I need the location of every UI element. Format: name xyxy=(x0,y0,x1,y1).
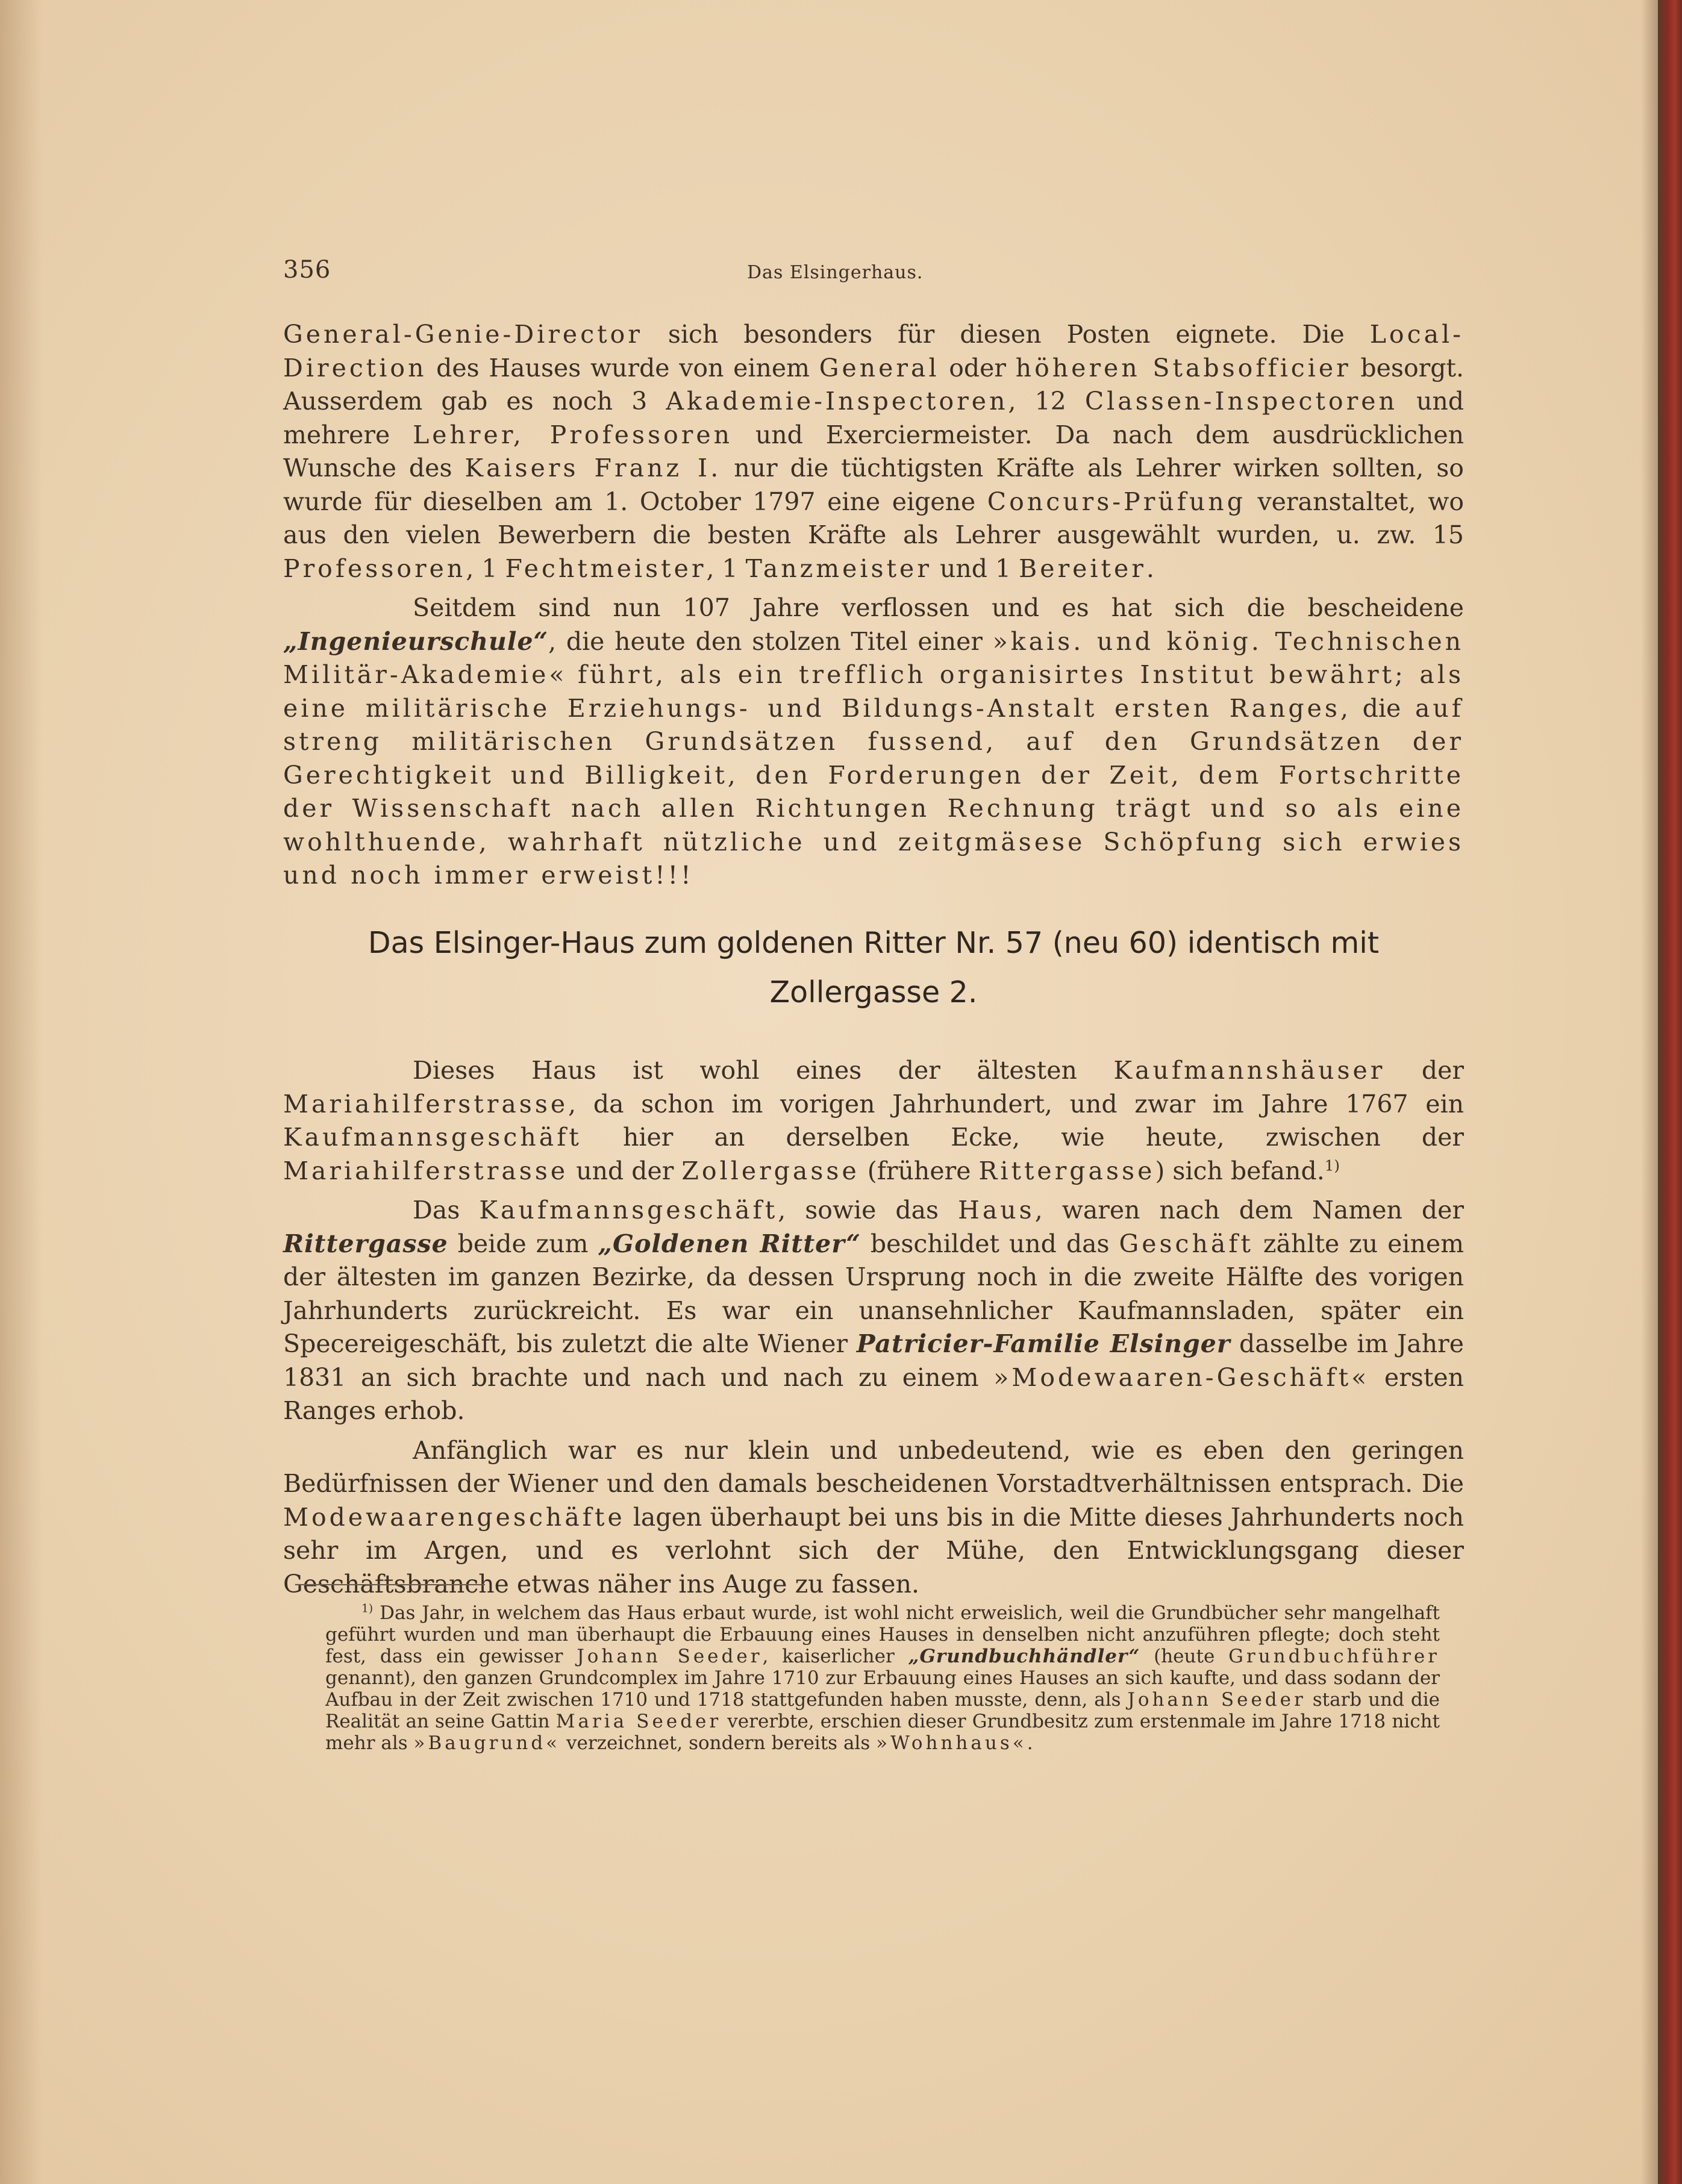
fraktur-span: „Grundbuchhändler“ xyxy=(908,1646,1140,1667)
section1-paragraph-1 xyxy=(283,318,1464,585)
text-span: und der xyxy=(568,1156,682,1185)
section2-paragraph-1 xyxy=(283,1054,1464,1188)
text-span: starb und die Realität an seine Gattin xyxy=(325,1689,1440,1732)
text-span: Rittergasse xyxy=(978,1156,1155,1185)
text-span: Bereiter xyxy=(1019,554,1146,583)
text-span: vererbte, erschien dieser Grundbesitz zum erstenmale im Jahre 1718 nicht mehr als xyxy=(325,1711,1440,1754)
text-span: »Wohnhaus« xyxy=(876,1732,1027,1754)
text-span: Professoren xyxy=(283,554,466,583)
text-span: Mariahilferstrasse xyxy=(283,1089,569,1119)
text-span: , 1 xyxy=(706,554,746,583)
text-span: Kaufmannsgeschäft xyxy=(283,1123,582,1152)
text-span: ersten Ranges erhob. xyxy=(283,1362,1464,1425)
text-span: genannt), den ganzen Grundcomplex im Jahre 1710 zur Erbauung eines Hauses an sich kaufte, und dass sodann der Aufbau in der Zeit zwischen 1710 und 1718 stattgefunden haben musste, denn, als xyxy=(325,1667,1440,1711)
text-span: Tanzmeister xyxy=(745,554,932,583)
text-span: , sowie das xyxy=(778,1196,958,1225)
text-span: Kaufmannshäuser xyxy=(1113,1056,1386,1085)
footnote-mark: 1) xyxy=(361,1602,374,1615)
text-span: Concurs-Prüfung xyxy=(987,487,1246,516)
text-span: und Exerciermeister. Da nach dem ausdrücklichen Wunsche des xyxy=(283,420,1464,482)
text-span: Das xyxy=(413,1196,480,1225)
section1-paragraph-2 xyxy=(283,591,1464,893)
text-span: »Modewaaren-Geschäft« xyxy=(993,1362,1370,1392)
section-heading xyxy=(283,919,1464,1017)
text-span: , kaiserlicher xyxy=(762,1646,908,1667)
text-span: zählte zu einem der ältesten im ganzen Bezirke, da dessen Ursprung noch in die zweite Hälfte des vorigen Jahrhunderts zurückreicht. Es war ein unansehnlicher Kaufmannsladen, später ein Specereigeschäft, bis zuletzt die alte Wiener xyxy=(283,1229,1464,1358)
text-span: Zollergasse xyxy=(681,1156,860,1185)
text-span: »Baugrund« xyxy=(413,1732,561,1754)
text-span: (heute xyxy=(1140,1646,1229,1667)
text-span: Modewaarengeschäfte xyxy=(283,1502,625,1532)
text-span: Akademie-Inspectoren xyxy=(666,387,1008,416)
text-span: (frühere xyxy=(859,1156,979,1185)
section1-text xyxy=(283,318,1464,893)
text-span: Anfänglich war es nur klein und unbedeutend, wie es eben den geringen Bedürfnissen der Wiener und den damals bescheidenen Vorstadtverhältnissen entsprach. Die xyxy=(283,1435,1464,1498)
text-span: , die heute den stolzen Titel einer xyxy=(548,626,993,656)
page-number: 356 xyxy=(283,256,331,284)
page-left-edge-shadow xyxy=(0,0,42,2184)
footnote-reference: 1) xyxy=(1324,1156,1340,1174)
text-span: Dieses Haus ist wohl eines der ältesten xyxy=(413,1056,1114,1085)
running-title: Das Elsingerhaus. xyxy=(747,262,924,283)
fraktur-span: „Ingenieurschule“ xyxy=(283,626,549,656)
text-span: beide zum xyxy=(448,1229,598,1258)
text-span: führt, als ein trefflich organisirtes Institut bewährt; als eine militärische Erziehungs- und Bildungs-Anstalt ersten Ranges xyxy=(283,660,1464,723)
text-span: Kaufmannsgeschäft xyxy=(479,1196,778,1225)
section2-paragraph-2 xyxy=(283,1194,1464,1428)
text-span: Classen-Inspectoren xyxy=(1084,387,1398,416)
running-head xyxy=(283,256,1464,292)
text-span: Johann Seeder xyxy=(577,1646,763,1667)
footnote xyxy=(325,1602,1440,1754)
fraktur-span: Rittergasse xyxy=(283,1229,448,1258)
text-span: des Hauses wurde von einem xyxy=(427,353,819,382)
text-span: dasselbe im Jahre 1831 an sich brachte und nach und nach zu einem xyxy=(283,1329,1465,1392)
text-span: General xyxy=(819,353,940,382)
text-span: verzeichnet, sondern bereits als xyxy=(560,1732,877,1754)
text-span: auf streng militärischen Grundsätzen fussend, auf den Grundsätzen der Gerechtigkeit und Billigkeit, den Forderungen der Zeit, dem Fortschritte der Wissenschaft nach allen Richtungen Rechnung trägt und so als eine wohlthuende, wahrhaft nützliche und zeitgmäsese Schöpfung sich erwies und noch immer erweist!!! xyxy=(283,693,1464,890)
text-span xyxy=(567,660,578,689)
text-span: Maria Seeder xyxy=(555,1711,722,1732)
text-span: höheren Stabsofficier xyxy=(1015,353,1351,382)
text-span: hier an derselben Ecke, wie heute, zwischen der xyxy=(581,1123,1464,1152)
text-span: veranstaltet, wo aus den vielen Bewerbern die besten Kräfte als Lehrer ausgewählt wurden, u. zw. 15 xyxy=(283,487,1464,549)
fraktur-span: „Goldenen Ritter“ xyxy=(598,1229,861,1258)
text-span: , 12 xyxy=(1008,387,1085,416)
heading-line-2: Zollergasse 2. xyxy=(769,975,978,1009)
text-span: , da schon im vorigen Jahrhundert, und zwar im Jahre 1767 ein xyxy=(568,1089,1464,1119)
text-span: der xyxy=(1385,1056,1464,1085)
footnote-separator xyxy=(295,1584,485,1585)
heading-line-1: Das Elsinger-Haus zum goldenen Ritter Nr. 57 (neu 60) identisch mit xyxy=(367,926,1380,960)
section2-text xyxy=(283,1048,1464,1601)
text-span: , die xyxy=(1340,693,1415,723)
text-span: Das Jahr, in welchem das Haus erbaut wurde, ist wohl nicht erweislich, weil die Grundbücher sehr mangelhaft geführt wurden und man überhaupt die Erbauung eines Hauses in denselben nicht anzuführen pflegte; doch steht fest, dass ein gewisser xyxy=(325,1602,1440,1667)
text-span: beschildet und das xyxy=(860,1229,1119,1258)
text-span: . xyxy=(1146,554,1154,583)
text-span: Fechtmeister xyxy=(505,554,707,583)
text-span: ) sich befand. xyxy=(1155,1156,1325,1185)
text-span: Seitdem sind nun 107 Jahre verflossen und es hat sich die bescheidene xyxy=(413,593,1464,622)
fraktur-span: Patricier-Familie Elsinger xyxy=(856,1329,1231,1358)
text-span: sich besonders für diesen Posten eignete. Die xyxy=(642,320,1370,349)
text-span: Geschäft xyxy=(1119,1229,1254,1258)
text-span: lagen überhaupt bei uns bis in die Mitte dieses Jahrhunderts noch sehr im Argen, und es verlohnt sich der Mühe, den Entwicklungsgang dieser Geschäftsbranche etwas näher ins Auge zu fassen. xyxy=(283,1502,1464,1599)
text-span: oder xyxy=(939,353,1016,382)
section2-paragraph-3 xyxy=(283,1434,1464,1602)
text-span: Grundbuchführer xyxy=(1228,1646,1440,1667)
text-span: und mehrere xyxy=(283,387,1465,449)
book-binding-edge xyxy=(1658,0,1682,2184)
text-span: Lehrer, Professoren xyxy=(413,420,733,449)
text-span: besorgt. Ausserdem gab es noch 3 xyxy=(283,353,1464,416)
text-span: Kaisers Franz I. xyxy=(464,454,722,482)
text-span: Local-Direction xyxy=(283,320,1464,382)
text-span: Haus xyxy=(958,1196,1035,1225)
text-span: »kais. und könig. Technischen Militär-Akademie« xyxy=(283,626,1465,689)
text-span: , waren nach dem Namen der xyxy=(1034,1196,1464,1225)
footnote-text xyxy=(325,1602,1440,1754)
text-span: nur die tüchtigsten Kräfte als Lehrer wirken sollten, so wurde für dieselben am 1. October 1797 eine eigene xyxy=(283,454,1464,516)
text-span: General-Genie-Director xyxy=(283,320,643,349)
binding-shadow xyxy=(1641,0,1658,2184)
text-span: und 1 xyxy=(931,554,1019,583)
text-span: Johann Seeder xyxy=(1127,1689,1306,1711)
text-span: , 1 xyxy=(466,554,505,583)
text-span: . xyxy=(1027,1732,1033,1754)
text-span: Mariahilferstrasse xyxy=(283,1156,569,1185)
